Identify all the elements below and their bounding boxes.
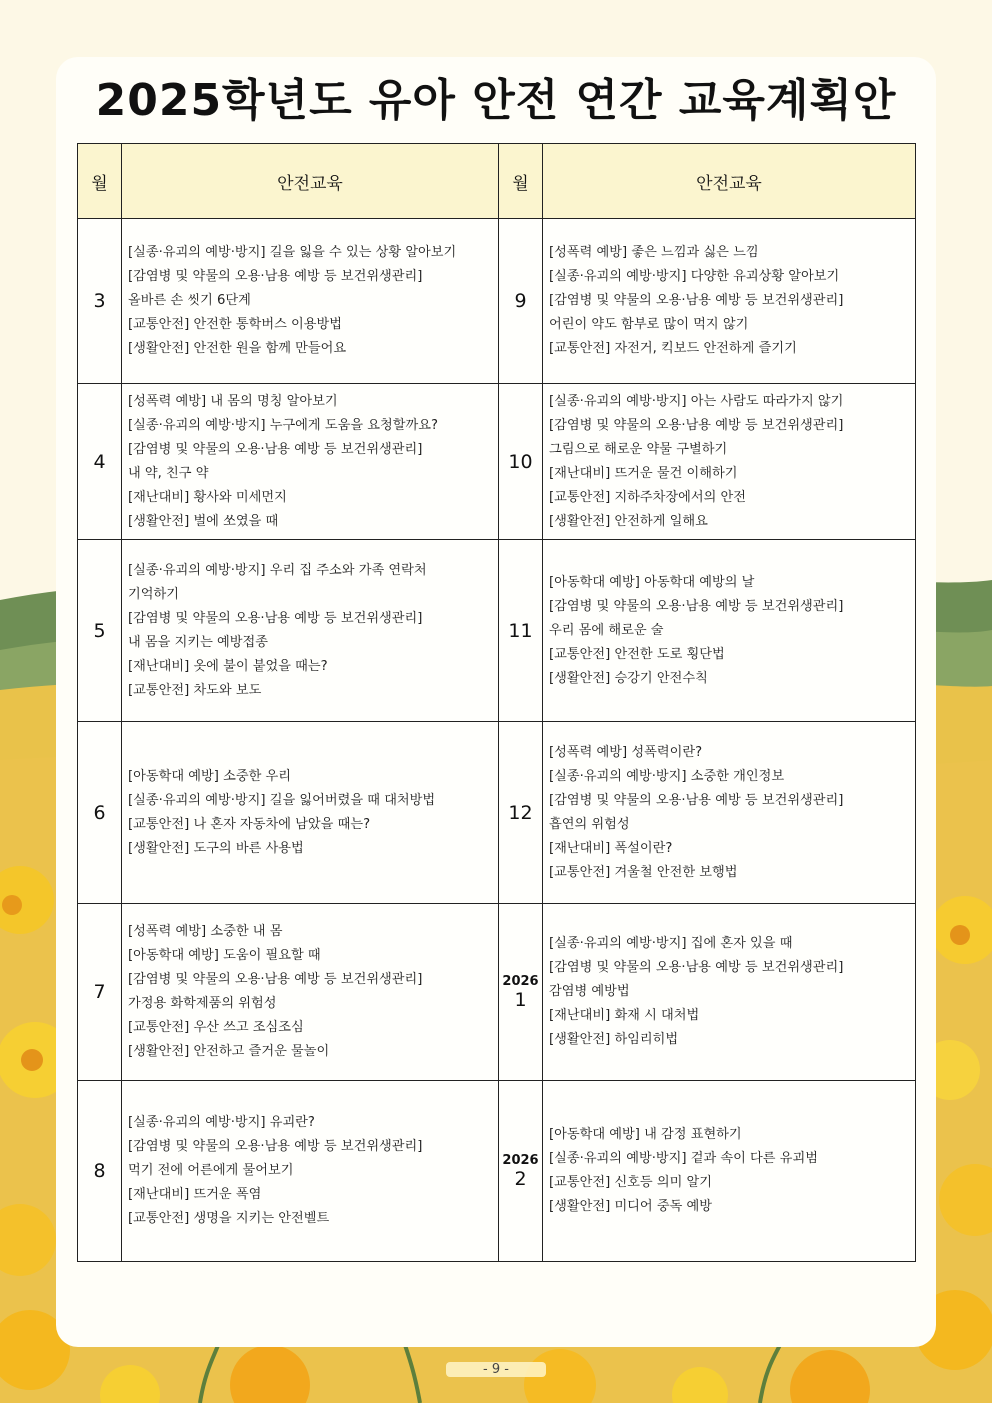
- education-header: 안전교육: [543, 144, 916, 219]
- safety-plan-table: [77, 143, 916, 1262]
- education-cell: [122, 1081, 499, 1262]
- education-item: 내 몸을 지키는 예방접종: [128, 634, 268, 650]
- education-item: [실종·유괴의 예방·방지] 다양한 유괴상황 알아보기: [549, 269, 840, 284]
- education-item: [성폭력 예방] 내 몸의 명칭 알아보기: [128, 393, 338, 409]
- month-cell: 4: [78, 384, 122, 540]
- education-item: [실종·유괴의 예방·방지] 유괴란?: [128, 1115, 315, 1130]
- education-item: 가정용 화학제품의 위험성: [128, 996, 277, 1011]
- education-item: [아동학대 예방] 도움이 필요할 때: [128, 948, 321, 963]
- month-cell: 8: [78, 1081, 122, 1262]
- month-cell: [499, 1081, 543, 1262]
- education-item: [교통안전] 지하주차장에서의 안전: [549, 489, 747, 505]
- education-item: [생활안전] 미디어 중독 예방: [549, 1199, 712, 1214]
- education-item: 올바른 손 씻기 6단계: [128, 293, 251, 308]
- education-cell: [543, 219, 916, 384]
- month-cell: 5: [78, 540, 122, 722]
- month-cell: 3: [78, 219, 122, 384]
- year-label: 2026: [502, 973, 539, 989]
- education-item: [교통안전] 나 혼자 자동차에 남았을 때는?: [128, 816, 371, 832]
- education-cell: [543, 540, 916, 722]
- education-item: [생활안전] 승강기 안전수칙: [549, 670, 708, 686]
- education-item: 어린이 약도 함부로 많이 먹지 않기: [549, 317, 749, 332]
- education-item: [재난대비] 화재 시 대처법: [549, 1008, 700, 1023]
- education-item: 흡연의 위험성: [549, 816, 630, 832]
- month-cell: 10: [499, 384, 543, 540]
- education-item: [교통안전] 자전거, 킥보드 안전하게 즐기기: [549, 341, 797, 356]
- education-item: [아동학대 예방] 내 감정 표현하기: [549, 1127, 742, 1142]
- education-item: [생활안전] 안전하고 즐거운 물놀이: [128, 1044, 330, 1059]
- month-cell: 12: [499, 722, 543, 904]
- education-item: [감염병 및 약물의 오용·남용 예방 등 보건위생관리]: [128, 1139, 423, 1154]
- month-cell: 7: [78, 904, 122, 1081]
- education-item: [감염병 및 약물의 오용·남용 예방 등 보건위생관리]: [549, 598, 844, 614]
- education-item: 그림으로 해로운 약물 구별하기: [549, 441, 728, 457]
- education-item: [생활안전] 도구의 바른 사용법: [128, 840, 304, 856]
- education-item: [감염병 및 약물의 오용·남용 예방 등 보건위생관리]: [128, 269, 423, 284]
- education-item: [교통안전] 차도와 보도: [128, 682, 262, 698]
- education-item: [실종·유괴의 예방·방지] 소중한 개인정보: [549, 768, 785, 784]
- education-item: [재난대비] 황사와 미세먼지: [128, 489, 287, 505]
- education-item: [감염병 및 약물의 오용·남용 예방 등 보건위생관리]: [549, 792, 844, 808]
- education-item: [교통안전] 안전한 도로 횡단법: [549, 646, 725, 662]
- education-cell: [122, 384, 499, 540]
- education-item: [감염병 및 약물의 오용·남용 예방 등 보건위생관리]: [128, 972, 423, 987]
- education-cell: [122, 904, 499, 1081]
- month-cell: [499, 904, 543, 1081]
- education-item: [성폭력 예방] 소중한 내 몸: [128, 924, 283, 939]
- education-item: [교통안전] 생명을 지키는 안전벨트: [128, 1211, 330, 1226]
- table-row: [78, 1081, 916, 1262]
- education-item: [생활안전] 안전하게 일해요: [549, 513, 708, 529]
- month-label: 2: [514, 1167, 527, 1190]
- page-title: 2025학년도 유아 안전 연간 교육계획안: [95, 75, 897, 126]
- education-item: [재난대비] 폭설이란?: [549, 840, 673, 856]
- education-item: [교통안전] 안전한 통학버스 이용방법: [128, 317, 342, 332]
- education-item: [생활안전] 벌에 쏘였을 때: [128, 513, 279, 529]
- education-item: [감염병 및 약물의 오용·남용 예방 등 보건위생관리]: [128, 441, 423, 457]
- education-item: 내 약, 친구 약: [128, 465, 209, 481]
- education-cell: [543, 722, 916, 904]
- education-cell: [543, 384, 916, 540]
- month-label: 1: [514, 988, 527, 1011]
- table-header-row: [78, 144, 916, 219]
- education-item: [감염병 및 약물의 오용·남용 예방 등 보건위생관리]: [549, 417, 844, 433]
- education-item: [실종·유괴의 예방·방지] 아는 사람도 따라가지 않기: [549, 393, 844, 409]
- education-item: 기억하기: [128, 586, 179, 602]
- education-item: [실종·유괴의 예방·방지] 길을 잃어버렸을 때 대처방법: [128, 792, 436, 808]
- education-cell: [122, 219, 499, 384]
- education-item: [감염병 및 약물의 오용·남용 예방 등 보건위생관리]: [128, 610, 423, 626]
- education-item: [교통안전] 신호등 의미 알기: [549, 1175, 712, 1190]
- education-item: 먹기 전에 어른에게 물어보기: [128, 1163, 294, 1178]
- education-item: [실종·유괴의 예방·방지] 겉과 속이 다른 유괴범: [549, 1151, 818, 1166]
- education-item: [재난대비] 뜨거운 폭염: [128, 1187, 262, 1202]
- education-item: [실종·유괴의 예방·방지] 길을 잃을 수 있는 상황 알아보기: [128, 245, 457, 260]
- education-item: 감염병 예방법: [549, 984, 630, 999]
- education-cell: [543, 904, 916, 1081]
- table-row: [78, 722, 916, 904]
- table-row: [78, 540, 916, 722]
- month-cell: 6: [78, 722, 122, 904]
- month-cell: 11: [499, 540, 543, 722]
- education-item: [교통안전] 겨울철 안전한 보행법: [549, 864, 738, 880]
- page-number: - 9 -: [446, 1362, 546, 1377]
- month-header: 월: [499, 144, 543, 219]
- education-cell: [122, 540, 499, 722]
- education-item: [감염병 및 약물의 오용·남용 예방 등 보건위생관리]: [549, 960, 844, 975]
- education-item: [재난대비] 뜨거운 물건 이해하기: [549, 465, 738, 481]
- education-item: [생활안전] 안전한 원을 함께 만들어요: [128, 341, 347, 356]
- table-row: [78, 384, 916, 540]
- education-item: [감염병 및 약물의 오용·남용 예방 등 보건위생관리]: [549, 293, 844, 308]
- education-item: [실종·유괴의 예방·방지] 누구에게 도움을 요청할까요?: [128, 417, 438, 433]
- education-item: [실종·유괴의 예방·방지] 우리 집 주소와 가족 연락처: [128, 562, 427, 578]
- education-item: [재난대비] 옷에 불이 붙었을 때는?: [128, 658, 328, 674]
- month-cell: 9: [499, 219, 543, 384]
- education-item: [성폭력 예방] 좋은 느낌과 싫은 느낌: [549, 245, 759, 260]
- education-item: [아동학대 예방] 소중한 우리: [128, 768, 291, 784]
- education-item: [교통안전] 우산 쓰고 조심조심: [128, 1020, 304, 1035]
- education-item: 우리 몸에 해로운 술: [549, 622, 664, 638]
- education-item: [생활안전] 하임리히법: [549, 1032, 679, 1047]
- education-item: [실종·유괴의 예방·방지] 집에 혼자 있을 때: [549, 936, 793, 951]
- table-row: [78, 219, 916, 384]
- education-cell: [122, 722, 499, 904]
- table-row: [78, 904, 916, 1081]
- education-cell: [543, 1081, 916, 1262]
- education-header: 안전교육: [122, 144, 499, 219]
- year-label: 2026: [502, 1152, 539, 1168]
- education-item: [아동학대 예방] 아동학대 예방의 날: [549, 574, 755, 590]
- month-header: 월: [78, 144, 122, 219]
- education-item: [성폭력 예방] 성폭력이란?: [549, 744, 703, 760]
